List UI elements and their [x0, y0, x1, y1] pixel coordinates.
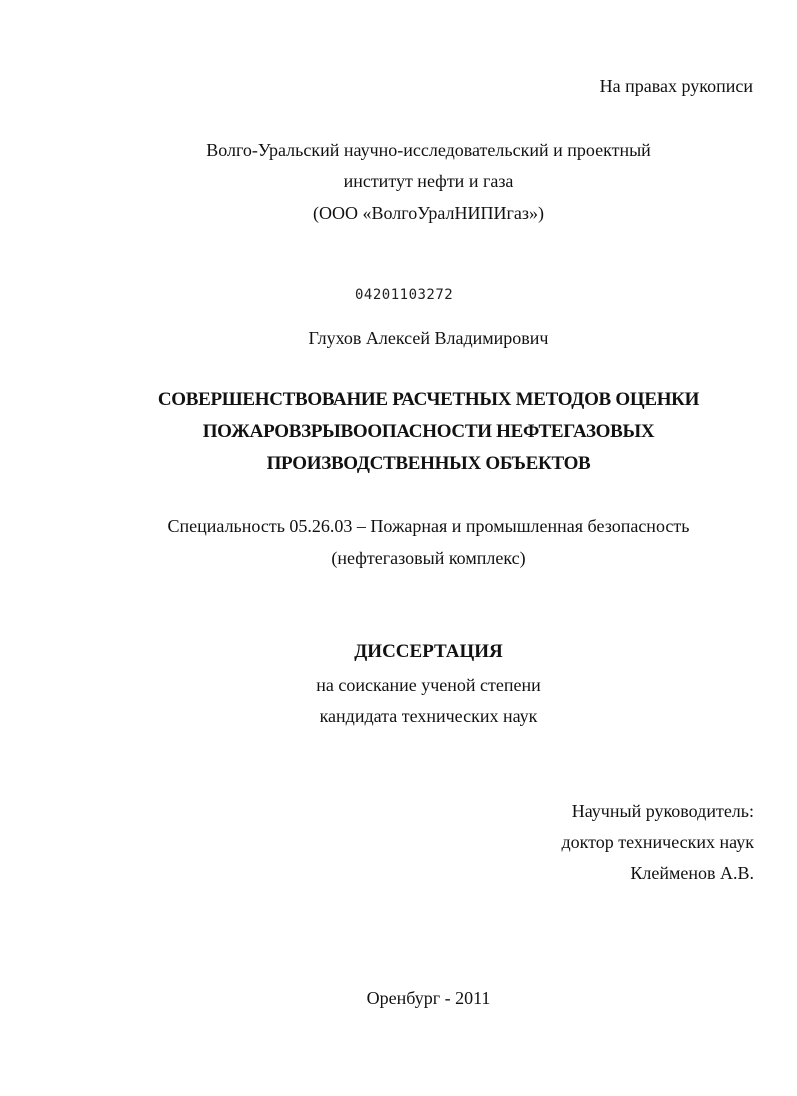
title-line-1: СОВЕРШЕНСТВОВАНИЕ РАСЧЕТНЫХ МЕТОДОВ ОЦЕНКИ: [157, 389, 700, 410]
specialty-line-2: (нефтегазовый комплекс): [331, 548, 526, 568]
degree-line-1: на соискание ученой степени: [316, 675, 541, 695]
supervisor-name: Клейменов А.В.: [630, 863, 754, 883]
specialty-line-1: Специальность 05.26.03 – Пожарная и промышленная безопасность: [167, 516, 690, 536]
supervisor-label: Научный руководитель:: [571, 801, 754, 821]
institution-line-2: институт нефти и газа: [343, 171, 514, 191]
degree-line-2: кандидата технических наук: [319, 706, 538, 726]
title-line-2: ПОЖАРОВЗРЫВООПАСНОСТИ НЕФТЕГАЗОВЫХ: [202, 421, 655, 442]
registry-code: 04201103272: [355, 287, 454, 303]
rights-note: На правах рукописи: [599, 76, 753, 96]
supervisor-degree: доктор технических наук: [561, 832, 754, 852]
institution-line-1: Волго-Уральский научно-исследовательский и проектный: [206, 140, 651, 160]
document-type-label: ДИССЕРТАЦИЯ: [354, 641, 503, 662]
author-name: Глухов Алексей Владимирович: [308, 328, 549, 348]
city-year: Оренбург - 2011: [366, 988, 491, 1008]
title-line-3: ПРОИЗВОДСТВЕННЫХ ОБЪЕКТОВ: [266, 453, 591, 474]
institution-line-3: (ООО «ВолгоУралНИПИгаз»): [313, 203, 544, 223]
